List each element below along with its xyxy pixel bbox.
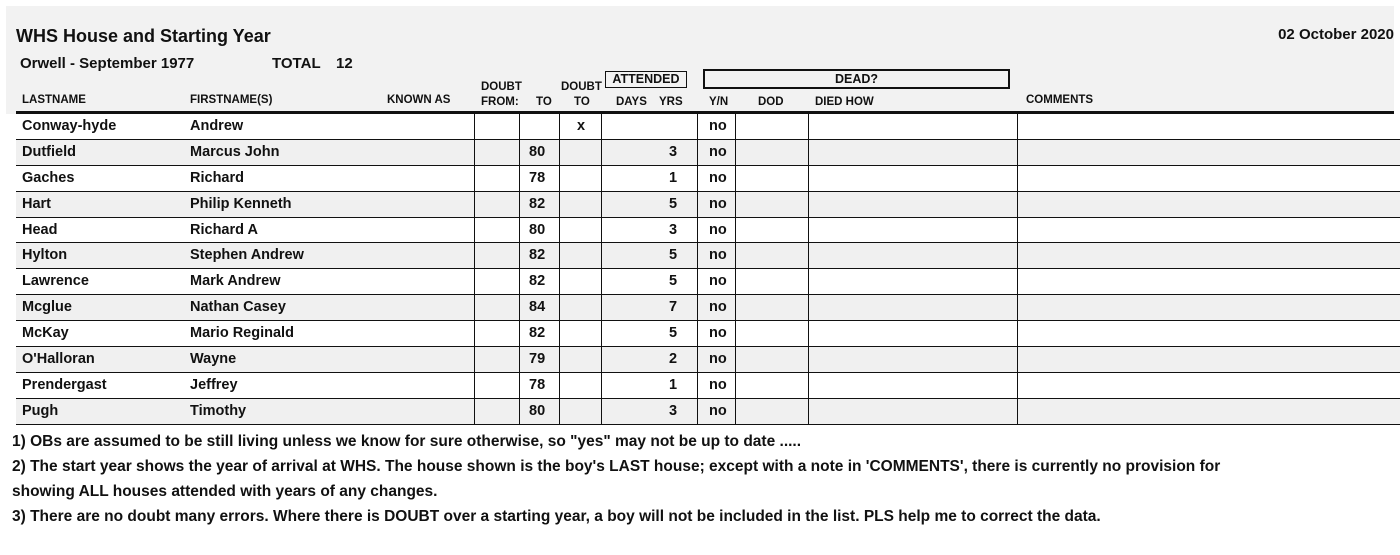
- to-year-cell: 80: [529, 143, 546, 160]
- page-title: WHS House and Starting Year: [16, 26, 271, 46]
- col-known-as: KNOWN AS: [387, 94, 451, 106]
- cell-divider: [735, 218, 736, 243]
- dead-group: [703, 69, 1010, 89]
- table-row: [16, 243, 1400, 269]
- cell-divider: [808, 114, 809, 139]
- total-label: TOTAL: [272, 55, 321, 72]
- cell-divider: [697, 140, 698, 165]
- cell-divider: [474, 114, 475, 139]
- col-days: DAYS: [616, 96, 647, 108]
- cell-divider: [601, 218, 602, 243]
- cell-divider: [519, 373, 520, 398]
- col-yrs: YRS: [659, 96, 683, 108]
- to-year-cell: 84: [529, 299, 546, 316]
- cell-divider: [697, 218, 698, 243]
- cell-divider: [808, 399, 809, 424]
- cell-divider: [601, 321, 602, 346]
- firstname-cell: Timothy: [190, 402, 247, 419]
- firstname-cell: Stephen Andrew: [190, 247, 304, 264]
- to-year-cell: 78: [529, 376, 546, 393]
- cell-divider: [735, 114, 736, 139]
- col-doubt-from-top: DOUBT: [481, 81, 522, 93]
- cell-divider: [808, 347, 809, 372]
- dead-yn-cell: no: [709, 351, 727, 368]
- years-cell: 7: [669, 299, 678, 316]
- years-cell: 5: [669, 195, 678, 212]
- cell-divider: [808, 192, 809, 217]
- cell-divider: [559, 243, 560, 268]
- cell-divider: [519, 295, 520, 320]
- cell-divider: [697, 166, 698, 191]
- cell-divider: [697, 347, 698, 372]
- cell-divider: [474, 192, 475, 217]
- table-row: [16, 114, 1400, 140]
- cell-divider: [808, 321, 809, 346]
- cell-divider: [601, 243, 602, 268]
- dead-yn-cell: no: [709, 402, 727, 419]
- lastname-cell: Hylton: [22, 247, 68, 264]
- cell-divider: [601, 269, 602, 294]
- cell-divider: [519, 140, 520, 165]
- note-1: 1) OBs are assumed to be still living unless we know for sure otherwise, so "yes" may not be up to date .....: [12, 433, 802, 450]
- attended-label: ATTENDED: [612, 72, 680, 86]
- col-doubt-from-bottom: FROM:: [481, 96, 519, 108]
- cell-divider: [697, 243, 698, 268]
- lastname-cell: Conway-hyde: [22, 118, 117, 134]
- cell-divider: [519, 218, 520, 243]
- cell-divider: [601, 399, 602, 424]
- lastname-cell: Prendergast: [22, 376, 107, 393]
- cell-divider: [1017, 347, 1018, 372]
- col-yn: Y/N: [709, 96, 729, 108]
- dead-yn-cell: no: [709, 325, 727, 342]
- cell-divider: [601, 140, 602, 165]
- years-cell: 3: [669, 402, 678, 419]
- cell-divider: [735, 321, 736, 346]
- cell-divider: [559, 140, 560, 165]
- firstname-cell: Wayne: [190, 351, 237, 368]
- table-row: [16, 166, 1400, 192]
- cell-divider: [735, 269, 736, 294]
- firstname-cell: Richard: [190, 169, 244, 186]
- cell-divider: [735, 295, 736, 320]
- cell-divider: [559, 269, 560, 294]
- col-died-how: DIED HOW: [815, 96, 874, 108]
- cell-divider: [808, 295, 809, 320]
- col-to: TO: [536, 96, 552, 108]
- cell-divider: [559, 321, 560, 346]
- table-row: [16, 140, 1400, 166]
- cell-divider: [1017, 399, 1018, 424]
- dead-yn-cell: no: [709, 376, 727, 393]
- cell-divider: [808, 218, 809, 243]
- to-year-cell: 82: [529, 273, 546, 290]
- cell-divider: [559, 399, 560, 424]
- years-cell: 5: [669, 247, 678, 264]
- to-year-cell: 82: [529, 195, 546, 212]
- dead-yn-cell: no: [709, 169, 727, 186]
- cell-divider: [559, 295, 560, 320]
- cell-divider: [519, 321, 520, 346]
- dead-yn-cell: no: [709, 118, 727, 134]
- cell-divider: [474, 295, 475, 320]
- cell-divider: [474, 373, 475, 398]
- cell-divider: [1017, 295, 1018, 320]
- cell-divider: [697, 269, 698, 294]
- to-year-cell: 80: [529, 221, 546, 238]
- cell-divider: [559, 373, 560, 398]
- dead-yn-cell: no: [709, 221, 727, 238]
- years-cell: 2: [669, 351, 678, 368]
- firstname-cell: Mario Reginald: [190, 325, 294, 342]
- cell-divider: [601, 114, 602, 139]
- firstname-cell: Nathan Casey: [190, 299, 286, 316]
- cell-divider: [519, 347, 520, 372]
- to-year-cell: 82: [529, 247, 546, 264]
- lastname-cell: Head: [22, 221, 58, 238]
- to-year-cell: 82: [529, 325, 546, 342]
- cell-divider: [474, 218, 475, 243]
- house-intake: Orwell - September 1977: [20, 55, 195, 72]
- cell-divider: [474, 347, 475, 372]
- cell-divider: [519, 399, 520, 424]
- lastname-cell: Pugh: [22, 402, 59, 419]
- col-firstnames: FIRSTNAME(S): [190, 94, 273, 106]
- cell-divider: [1017, 218, 1018, 243]
- firstname-cell: Philip Kenneth: [190, 195, 292, 212]
- note-2a: 2) The start year shows the year of arrival at WHS. The house shown is the boy's LAST house; except with a note in 'COMMENTS', there is currently no provision for: [12, 458, 1221, 475]
- lastname-cell: Hart: [22, 195, 52, 212]
- cell-divider: [697, 192, 698, 217]
- table-row: [16, 295, 1400, 321]
- cell-divider: [559, 347, 560, 372]
- cell-divider: [735, 243, 736, 268]
- cell-divider: [735, 399, 736, 424]
- col-doubt-to-bottom: TO: [574, 96, 590, 108]
- cell-divider: [697, 399, 698, 424]
- firstname-cell: Richard A: [190, 221, 258, 238]
- cell-divider: [601, 373, 602, 398]
- cell-divider: [1017, 114, 1018, 139]
- cell-divider: [697, 321, 698, 346]
- cell-divider: [474, 166, 475, 191]
- to-year-cell: 80: [529, 402, 546, 419]
- years-cell: 3: [669, 143, 678, 160]
- table-row: [16, 192, 1400, 218]
- dead-label: DEAD?: [834, 72, 879, 86]
- cell-divider: [474, 140, 475, 165]
- dead-yn-cell: no: [709, 195, 727, 212]
- cell-divider: [601, 347, 602, 372]
- cell-divider: [735, 166, 736, 191]
- years-cell: 3: [669, 221, 678, 238]
- cell-divider: [559, 166, 560, 191]
- col-lastname: LASTNAME: [22, 94, 86, 106]
- cell-divider: [601, 295, 602, 320]
- cell-divider: [735, 140, 736, 165]
- cell-divider: [1017, 269, 1018, 294]
- col-dod: DOD: [758, 96, 784, 108]
- lastname-cell: O'Halloran: [22, 351, 95, 368]
- cell-divider: [1017, 243, 1018, 268]
- lastname-cell: Mcglue: [22, 299, 72, 316]
- col-comments: COMMENTS: [1026, 94, 1094, 106]
- cell-divider: [808, 269, 809, 294]
- cell-divider: [519, 192, 520, 217]
- table-row: [16, 347, 1400, 373]
- col-doubt-to-top: DOUBT: [561, 81, 602, 93]
- cell-divider: [1017, 192, 1018, 217]
- dead-yn-cell: no: [709, 247, 727, 264]
- cell-divider: [735, 347, 736, 372]
- cell-divider: [601, 192, 602, 217]
- years-cell: 1: [669, 169, 678, 186]
- firstname-cell: Marcus John: [190, 143, 280, 160]
- total-value: 12: [336, 55, 353, 72]
- cell-divider: [735, 373, 736, 398]
- cell-divider: [519, 114, 520, 139]
- lastname-cell: McKay: [22, 325, 69, 342]
- table-row: [16, 321, 1400, 347]
- cell-divider: [519, 166, 520, 191]
- dead-yn-cell: no: [709, 299, 727, 316]
- cell-divider: [1017, 373, 1018, 398]
- cell-divider: [559, 218, 560, 243]
- cell-divider: [808, 140, 809, 165]
- table-row: [16, 269, 1400, 295]
- table-row: [16, 373, 1400, 399]
- cell-divider: [697, 295, 698, 320]
- cell-divider: [559, 192, 560, 217]
- table-row: [16, 218, 1400, 244]
- cell-divider: [808, 243, 809, 268]
- cell-divider: [1017, 166, 1018, 191]
- dead-yn-cell: no: [709, 273, 727, 290]
- lastname-cell: Dutfield: [22, 143, 76, 160]
- table-row: [16, 399, 1400, 425]
- cell-divider: [519, 243, 520, 268]
- lastname-cell: Lawrence: [22, 273, 89, 290]
- cell-divider: [474, 321, 475, 346]
- years-cell: 1: [669, 376, 678, 393]
- note-3: 3) There are no doubt many errors. Where there is DOUBT over a starting year, a boy will not be included in the list. PLS help me to correct the data.: [12, 508, 1101, 525]
- note-2b: showing ALL houses attended with years of any changes.: [12, 483, 438, 500]
- lastname-cell: Gaches: [22, 169, 75, 186]
- cell-divider: [735, 192, 736, 217]
- cell-divider: [697, 373, 698, 398]
- cell-divider: [519, 269, 520, 294]
- firstname-cell: Andrew: [190, 118, 244, 134]
- dead-yn-cell: no: [709, 143, 727, 160]
- to-year-cell: 79: [529, 351, 546, 368]
- cell-divider: [474, 269, 475, 294]
- report-date: 02 October 2020: [1278, 26, 1394, 43]
- firstname-cell: Jeffrey: [190, 376, 238, 393]
- to-year-cell: 78: [529, 169, 546, 186]
- cell-divider: [1017, 140, 1018, 165]
- pupil-table: [16, 114, 1400, 425]
- cell-divider: [1017, 321, 1018, 346]
- cell-divider: [601, 166, 602, 191]
- cell-divider: [808, 166, 809, 191]
- years-cell: 5: [669, 325, 678, 342]
- cell-divider: [474, 243, 475, 268]
- years-cell: 5: [669, 273, 678, 290]
- attended-group: [605, 71, 687, 88]
- cell-divider: [474, 399, 475, 424]
- doubt-to-cell: x: [577, 118, 586, 134]
- firstname-cell: Mark Andrew: [190, 273, 281, 290]
- cell-divider: [559, 114, 560, 139]
- cell-divider: [808, 373, 809, 398]
- cell-divider: [697, 114, 698, 139]
